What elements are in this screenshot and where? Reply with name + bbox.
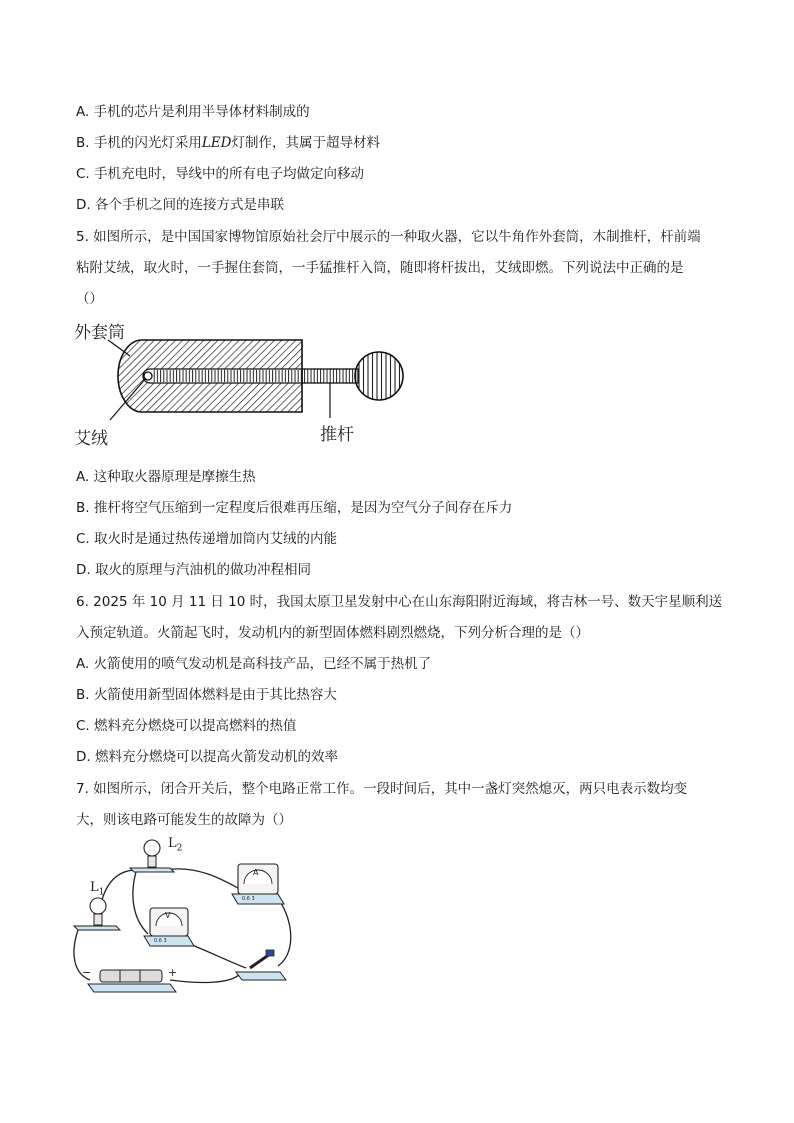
q5-option-b: B. 推杆将空气压缩到一定程度后很难再压缩，是因为空气分子间存在斥力 [76, 500, 513, 516]
battery-minus: − [82, 966, 92, 979]
wire-l2-to-voltmeter [133, 872, 148, 934]
label-l2: $L_2$ [168, 836, 183, 854]
push-rod-outer [302, 369, 358, 383]
q4-option-b-led: LED [201, 135, 232, 151]
voltmeter-terminals: 0.6 3 [154, 938, 167, 944]
battery-plus: + [168, 966, 178, 979]
q6-option-d: D. 燃料充分燃烧可以提高火箭发动机的效率 [76, 749, 338, 765]
ammeter-terminals: 0.6 3 [242, 896, 255, 902]
q6-option-b: B. 火箭使用新型固体燃料是由于其比热容大 [76, 687, 337, 703]
fire-piston-figure [70, 318, 420, 450]
circuit-diagram [70, 834, 300, 1004]
q5-option-d: D. 取火的原理与汽油机的做功冲程相同 [76, 562, 311, 578]
q5-stem-line1: 5. 如图所示，是中国国家博物馆原始社会厅中展示的一种取火器，它以牛角作外套筒，木制推杆，杆前端 [76, 229, 701, 245]
q7-stem-line2: 大，则该电路可能发生的故障为（） [76, 812, 292, 828]
q4-option-a: A. 手机的芯片是利用半导体材料制成的 [76, 104, 310, 120]
q4-option-b-post: 灯制作，其属于超导材料 [231, 135, 380, 151]
circuit-figure [70, 834, 300, 1004]
q7-stem-line1: 7. 如图所示，闭合开关后，整个电路正常工作。一段时间后，其中一盏灯突然熄灭，两只电表示数均变 [76, 781, 688, 797]
q4-option-d: D. 各个手机之间的连接方式是串联 [76, 197, 284, 213]
q4-option-b [76, 133, 380, 153]
label-tinder: 艾绒 [74, 429, 108, 449]
label-l1: $L_1$ [90, 880, 105, 898]
label-outer-sleeve: 外套筒 [74, 323, 125, 343]
label-push-rod: 推杆 [320, 425, 354, 445]
push-rod-inner [152, 370, 302, 382]
battery-pack [88, 970, 176, 992]
q6-stem-line1: 6. 2025 年 10 月 11 日 10 时，我国太原卫星发射中心在山东海阳附近海域，将吉林一号、数天宇星顺利送 [76, 594, 723, 610]
ammeter-letter: A [253, 868, 259, 877]
bulb-l1 [74, 898, 120, 930]
push-rod-knob [355, 352, 403, 400]
q6-stem-line2: 入预定轨道。火箭起飞时，发动机内的新型固体燃料剧烈燃烧，下列分析合理的是（） [76, 625, 589, 641]
wire-battery-to-switch [170, 974, 240, 982]
q5-stem-line2: 粘附艾绒，取火时，一手握住套筒，一手猛推杆入筒，随即将杆拔出，艾绒即燃。下列说法中正确的是 [76, 260, 684, 276]
q4-option-c: C. 手机充电时，导线中的所有电子均做定向移动 [76, 166, 365, 182]
wire-ammeter-to-switch [278, 898, 291, 966]
wire-l2-to-ammeter [166, 869, 245, 892]
q6-option-a: A. 火箭使用的喷气发动机是高科技产品，已经不属于热机了 [76, 656, 432, 672]
q5-stem-line3: （） [76, 291, 103, 307]
q6-option-c: C. 燃料充分燃烧可以提高燃料的热值 [76, 718, 297, 734]
q5-option-c: C. 取火时是通过热传递增加筒内艾绒的内能 [76, 531, 338, 547]
q5-option-a: A. 这种取火器原理是摩擦生热 [76, 469, 256, 485]
voltmeter-letter: V [165, 911, 171, 920]
q4-option-b-pre: B. 手机的闪光灯采用 [76, 135, 202, 151]
